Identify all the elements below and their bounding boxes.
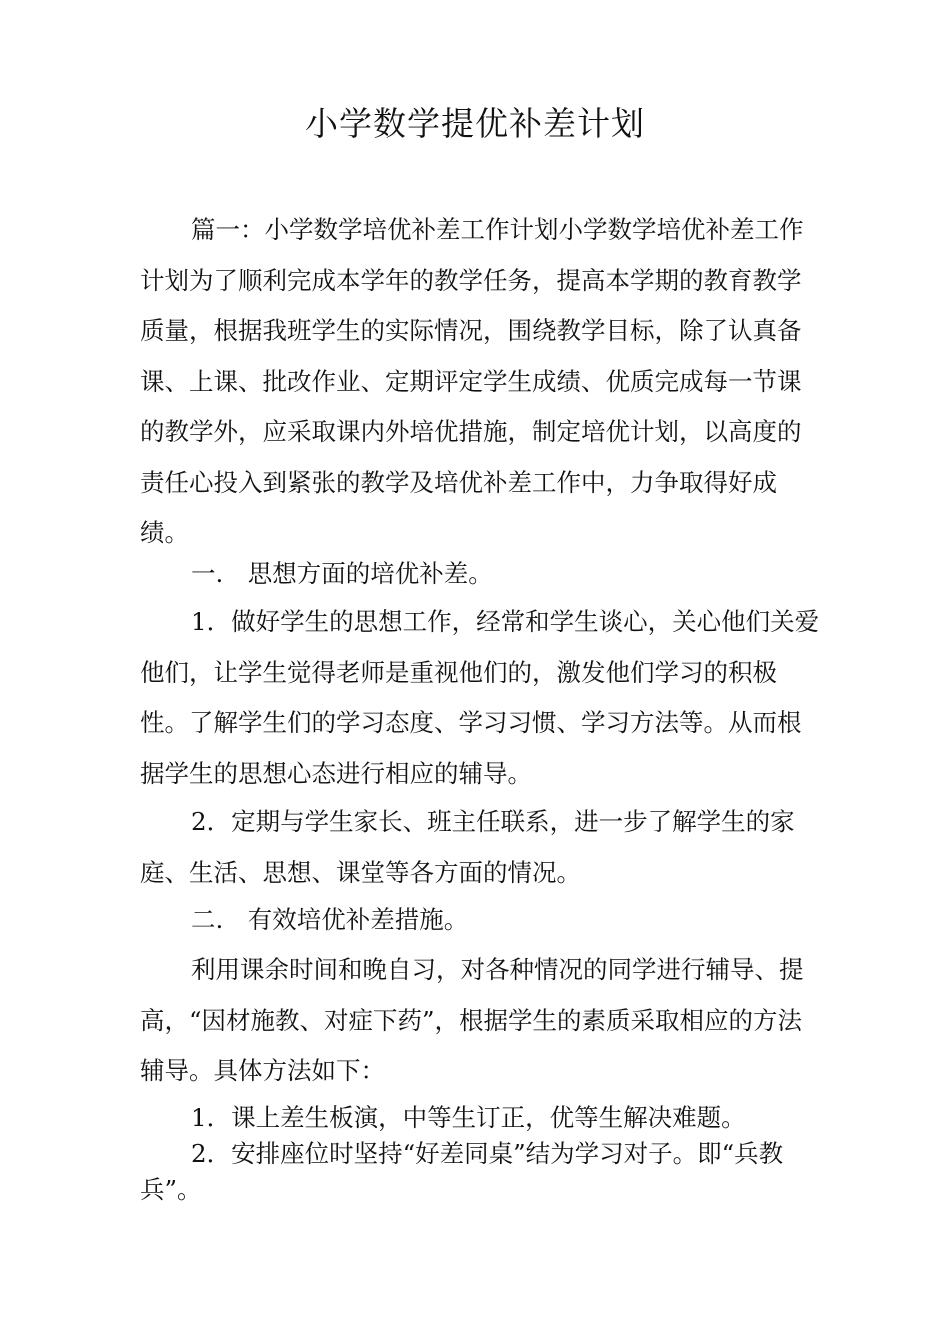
paragraph-intro: 篇一：小学数学培优补差工作计划小学数学培优补差工作计划为了顺利完成本学年的教学任务，提高本学期的教育教学质量，根据我班学生的实际情况，围绕教学目标，除了认真备课、上课、批改作业、定期评定学生成绩、优质完成每一节课的教学外，应采取课内外培优措施，制定培优计划，以高度的责任心投入到紧张的教学及培优补差工作中，力争取得好成绩。 [140,215,804,547]
paragraph-method-2: 2．安排座位时坚持“好差同桌”结为学习对子。即“兵教兵”。 [140,1139,784,1204]
document-title: 小学数学提优补差计划 [305,104,645,143]
section-heading-1: 一. 思想方面的培优补差。 [191,559,493,588]
paragraph-item-1-1: 1．做好学生的思想工作，经常和学生谈心，关心他们关爱他们，让学生觉得老师是重视他们的，激发他们学习的积极性。了解学生们的学习态度、学习习惯、学习方法等。从而根据学生的思想心态进行相应的辅导。 [140,607,820,788]
paragraph-item-1-2: 2．定期与学生家长、班主任联系，进一步了解学生的家庭、生活、思想、课堂等各方面的情况。 [140,807,795,887]
section-heading-2: 二. 有效培优补差措施。 [191,905,469,934]
paragraph-method-1: 1．课上差生板演，中等生订正，优等生解决难题。 [191,1103,746,1132]
paragraph-methods-intro: 利用课余时间和晚自习，对各种情况的同学进行辅导、提高，“因材施教、对症下药”，根据学生的素质采取相应的方法辅导。具体方法如下： [140,955,804,1085]
